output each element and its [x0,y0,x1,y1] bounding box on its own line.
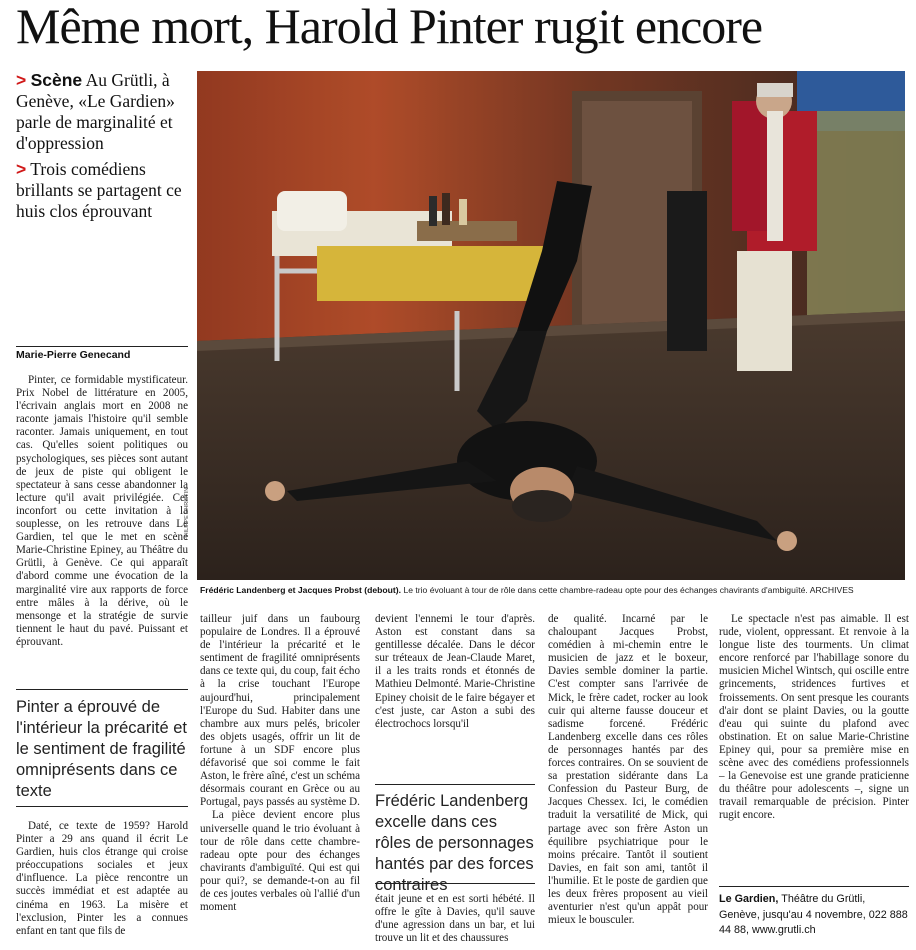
chevron-marker-icon: > [16,159,27,179]
paragraph: Pinter, ce formidable mystificateur. Prix Nobel de littérature en 2005, l'écrivain anglais mort en 2008 ne raconte jamais l'histoire qu'il semble raconter. Jamais uniquement, en tout cas. Qu'elles soient politiques ou psychologiques, ses pièces sont autant de jeux de piste qui obligent le spectateur à sans cesse abandonner la lecture qu'il avait privilégiée. Cet inconfort ou cette invitation à la souplesse, on les retrouve dans Le Gardien, tel que le met en scène Marie-Christine Epiney, au Théâtre du Grütli, à Genève. Ce qui apparaît d'abord comme une évocation de la marginalité vire aux rapports de force entre mâles à la dérive, où le mensonge et la stratégie de survie tiennent le haut du pavé. Puissant et éprouvant. [16,374,188,648]
subheading-2 [16,159,191,222]
paragraph: était jeune et en est sorti hébété. Il offre le gîte à Davies, qu'il sauve d'une agression dans un bar, et lui trouve un lit et des chaussures [375,893,535,945]
caption-source: ARCHIVES [809,585,854,595]
subheading-text: Au Grütli, à Genève, «Le Gardien» parle de marginalité et d'oppression [16,70,175,153]
pull-quote-divider [375,784,535,785]
column-3 [375,613,535,731]
subheading-label: Scène [30,70,83,90]
pull-quote-divider [16,689,188,690]
caption-text: Le trio évoluant à tour de rôle dans cette chambre-radeau opte pour des échanges chavirants d'ambiguïté. [403,585,808,595]
photo-caption [200,584,905,596]
photographer-credit: PHILIPPE CHRISTIN [184,487,190,540]
paragraph: tailleur juif dans un faubourg populaire de Londres. Il a éprouvé de l'intérieur la précarité et le sentiment de fragilité omniprésents dans ce texte qui, du coup, fait écho à la crise touchant l'Europe aujourd'hui, principalement l'Europe du Sud. Habiter dans une chambre aux murs pelés, bricoler des objets usagés, offrir un lit de fortune à un SDF encore plus défavorisé que soi comme le fait Aston, le frère aîné, c'est un schéma désormais courant en Grèce ou au Portugal, pays passés au système D. [200,613,360,809]
headline: Même mort, Harold Pinter rugit encore [16,0,763,54]
info-title: Le Gardien, [719,893,779,905]
byline-divider [16,346,188,347]
author-byline: Marie-Pierre Genecand [16,349,131,361]
subheading-text: Trois comédiens brillants se partagent ce huis clos éprouvant [16,159,182,221]
column-1-continued [16,820,188,938]
column-3-continued [375,893,535,945]
info-divider [719,886,909,887]
info-details: Théâtre du Grütli, Genève, jusqu'au 4 novembre, 022 888 44 88, www.grutli.ch [719,893,908,936]
pull-quote: Pinter a éprouvé de l'intérieur la précarité et le sentiment de fragilité omniprésents dans ce texte [16,698,187,800]
stage-photo [197,71,905,580]
paragraph: Daté, ce texte de 1959? Harold Pinter a 29 ans quand il écrit Le Gardien, huis clos étrange qui croise préoccupations sociales et jeux d'influence. La pièce rencontre un succès immédiat et est adaptée au cinéma en 1963. La misère et l'exclusion, Pinter les a connues enfant en tant que fils de [16,820,188,937]
chevron-marker-icon: > [16,70,27,90]
pull-quote-divider [16,806,188,807]
paragraph: La pièce devient encore plus universelle quand le trio évoluant à tour de rôle dans cette chambre-radeau opte pour des échanges chavirants d'ambiguïté. Qui est qui pour qui?, se demande-t-on au fil de ces joutes verbales où l'allié d'un moment [200,809,360,914]
pull-quote-divider [375,883,535,884]
paragraph: de qualité. Incarné par le chaloupant Jacques Probst, comédien à mi-chemin entre le musicien de jazz et le boxeur, Davies semble dominer la partie. C'est compter sans l'arrivée de Mick, le frère cadet, rocker au look cuir qui alterne fausse douceur et sadisme forcené. Frédéric Landenberg excelle dans ces rôles de personnages hantés par des forces contraires. On se souvient de sa prestation sidérante dans La Confession du Pasteur Burg, de Jacques Chessex. Ici, le comédien traduit la versatilité de Mick, qui partage avec son frère Aston un équilibre psychiatrique pour le moins précaire. Tantôt il soutient Davies, en fait son ami, tantôt il l'humilie. Et le poste de gardien que les deux frères proposent au vieil aventurier n'est qu'un appât pour mieux le bousculer. [548,613,708,927]
column-5 [719,613,909,823]
paragraph: devient l'ennemi le tour d'après. Aston est constant dans sa gentillesse décalée. Dans le décor sur tréteaux de Jean-Claude Maret, il a les traits ronds et étonnés de Mathieu Delmonté. Marie-Christine Epiney choisit de le faire bégayer et c'est juste, car Aston a subi des électrochocs lorsqu'il [375,613,535,730]
caption-names: Frédéric Landenberg et Jacques Probst (debout). [200,585,402,595]
column-1 [16,374,188,649]
photo-illustration [197,71,905,580]
pull-quote: Frédéric Landenberg excelle dans ces rôles de personnages hantés par des forces contraires [375,792,534,894]
show-info [719,892,909,939]
paragraph: Le spectacle n'est pas aimable. Il est rude, violent, oppressant. Et renvoie à la longue liste des tourments. Un climat encore renforcé par l'habillage sonore du musicien Michel Wintsch, qui oscille entre grincements, stridences furtives et froissements. On sent presque les courants d'air dont se plaint Davies, ou la goutte d'eau qui suinte du plafond avec obstination. Et on salue Marie-Christine Epiney qui, pour sa première mise en scène avec des comédiens professionnels – la Genevoise est une grande praticienne du théâtre pour adolescents –, signe un travail remarquable de précision. Pinter rugit encore. [719,613,909,822]
column-2 [200,613,360,914]
column-4 [548,613,708,927]
subheading-1 [16,70,191,154]
